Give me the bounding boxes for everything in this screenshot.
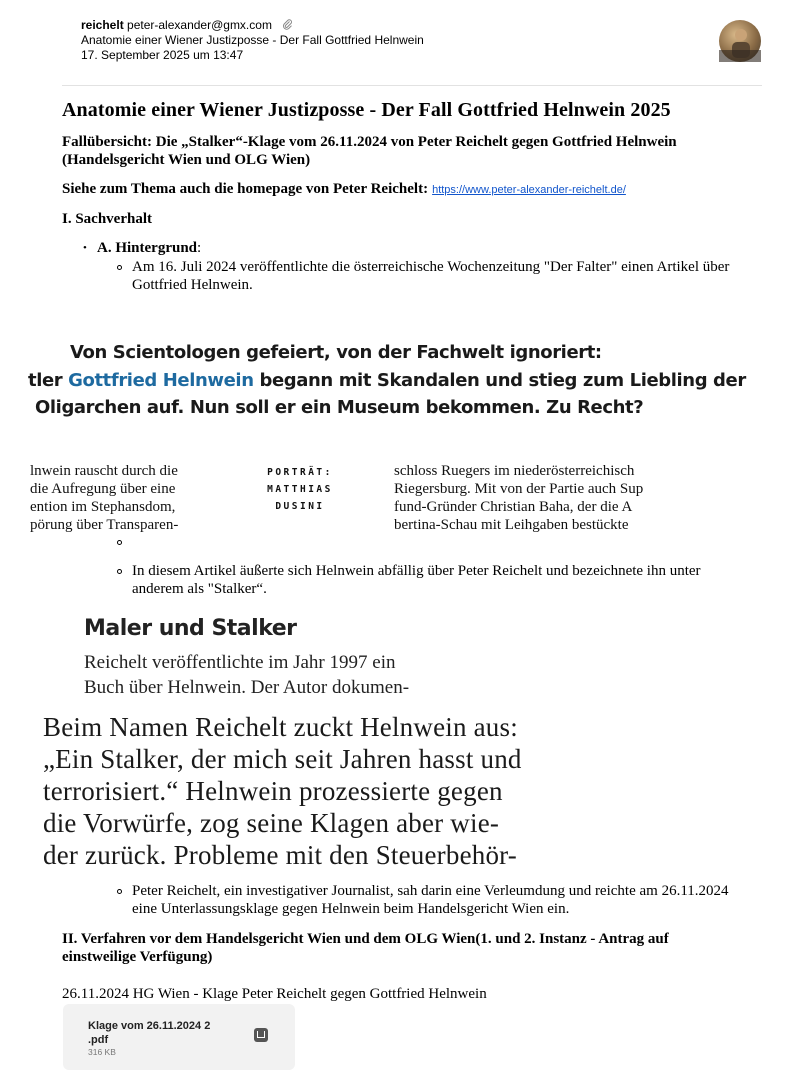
clipping-headline-3: Oligarchen auf. Nun soll er ein Museum bekommen. Zu Recht? xyxy=(35,397,644,418)
header-divider xyxy=(62,85,762,86)
item-1-line-1: Am 16. Juli 2024 veröffentlichte die österreichische Wochenzeitung "Der Falter" einen Artikel über xyxy=(132,259,730,275)
list-circle-icon xyxy=(117,889,122,894)
attachment-name-line-2: .pdf xyxy=(88,1034,109,1046)
clipping-2-line: Buch über Helnwein. Der Autor dokumen- xyxy=(84,677,410,698)
credit-line: DUSINI xyxy=(275,501,325,512)
mail-header xyxy=(0,18,803,86)
clipping-headline-name: Gottfried Helnwein xyxy=(68,370,254,391)
paperclip-icon xyxy=(283,19,292,30)
left-col-line: pörung über Transparen- xyxy=(30,517,179,533)
date-value: 17. September 2025 um 13:47 xyxy=(81,48,244,62)
list-circle-icon xyxy=(117,265,122,270)
sub-heading-a-colon: : xyxy=(197,240,202,256)
sub-heading-a-bold: A. Hintergrund xyxy=(97,240,198,256)
right-col-line: Riegersburg. Mit von der Partie auch Sup xyxy=(394,481,644,497)
homepage-line xyxy=(62,180,626,198)
section-1-heading: I. Sachverhalt xyxy=(62,211,152,227)
list-circle-icon xyxy=(117,540,122,545)
homepage-link[interactable]: https://www.peter-alexander-reichelt.de/ xyxy=(432,184,626,196)
clipping-headline-2-pre: tler xyxy=(28,370,69,391)
clipping-3-line: Beim Namen Reichelt zuckt Helnwein aus: xyxy=(43,712,518,742)
clipping-headline-2-post: begann mit Skandalen und stieg zum Liebling der xyxy=(253,370,746,391)
overview-line-1: Fallübersicht: Die „Stalker“-Klage vom 26.11.2024 von Peter Reichelt gegen Gottfried Helnwein xyxy=(62,134,677,150)
clipping-headline-2 xyxy=(28,370,746,391)
avatar-photo xyxy=(719,20,761,62)
left-col-line: lnwein rauscht durch die xyxy=(30,463,178,479)
clipping-2-line: Reichelt veröffentlichte im Jahr 1997 ein xyxy=(84,652,396,673)
list-circle-icon xyxy=(117,569,122,574)
clipping-2-heading: Maler und Stalker xyxy=(84,616,297,641)
item-3-line-1: Peter Reichelt, ein investigativer Journalist, sah darin eine Verleumdung und reichte am 26.11.2024 xyxy=(132,883,729,899)
left-col-line: ention im Stephansdom, xyxy=(30,499,176,515)
download-icon[interactable] xyxy=(254,1028,268,1042)
section-2-heading-line-2: einstweilige Verfügung) xyxy=(62,949,213,965)
clipping-right-col xyxy=(394,462,643,534)
filing-line: 26.11.2024 HG Wien - Klage Peter Reichelt gegen Gottfried Helnwein xyxy=(62,986,487,1002)
newspaper-clipping-headline xyxy=(28,330,746,533)
bullet-icon: • xyxy=(83,242,87,254)
clipping-3-line: „Ein Stalker, der mich seit Jahren hasst und xyxy=(43,744,522,774)
right-col-line: schloss Ruegers im niederösterreichisch xyxy=(394,463,635,479)
clipping-3-line: die Vorwürfe, zog seine Klagen aber wie- xyxy=(43,808,500,838)
page-title: Anatomie einer Wiener Justizposse - Der Fall Gottfried Helnwein 2025 xyxy=(62,99,671,121)
attachment-name xyxy=(88,1019,210,1047)
section-2-heading-line-1: II. Verfahren vor dem Handelsgericht Wien und dem OLG Wien(1. und 2. Instanz - Antrag auf xyxy=(62,931,669,947)
clipping-3-line: der zurück. Probleme mit den Steuerbehör- xyxy=(43,840,518,870)
from-name[interactable]: reichelt xyxy=(81,18,124,32)
credit-line: MATTHIAS xyxy=(267,484,333,495)
clipping-3-line: terrorisiert.“ Helnwein prozessierte gegen xyxy=(43,776,503,806)
item-3-line-2: eine Unterlassungsklage gegen Helnwein beim Handelsgericht Wien ein. xyxy=(132,901,570,917)
newspaper-clipping-quote xyxy=(40,708,560,876)
newspaper-clipping-stalker xyxy=(82,614,482,706)
sender-avatar[interactable] xyxy=(719,20,761,62)
sub-heading-a xyxy=(97,239,201,257)
from-value[interactable] xyxy=(81,18,292,33)
clipping-credit xyxy=(250,464,350,515)
item-1-line-2: Gottfried Helnwein. xyxy=(132,277,253,293)
subject-value: Anatomie einer Wiener Justizposse - Der Fall Gottfried Helnwein xyxy=(81,33,424,47)
credit-line: PORTRÄT: xyxy=(267,467,333,478)
attachment-name-line-1: Klage vom 26.11.2024 2 xyxy=(88,1020,211,1032)
homepage-text: Siehe zum Thema auch die homepage von Peter Reichelt: xyxy=(62,181,429,197)
clipping-headline-1: Von Scientologen gefeiert, von der Fachwelt ignoriert: xyxy=(70,342,602,363)
from-email[interactable]: peter-alexander@gmx.com xyxy=(127,18,272,32)
item-2-line-2: anderem als "Stalker“. xyxy=(132,581,267,597)
clipping-left-col xyxy=(30,462,178,534)
item-2-line-1: In diesem Artikel äußerte sich Helnwein abfällig über Peter Reichelt und bezeichnete ihn unter xyxy=(132,563,701,579)
right-col-line: bertina-Schau mit Leihgaben bestückte xyxy=(394,517,629,533)
pdf-attachment[interactable] xyxy=(63,1004,295,1070)
overview-line-2: (Handelsgericht Wien und OLG Wien) xyxy=(62,152,311,168)
left-col-line: die Aufregung über eine xyxy=(30,481,176,497)
right-col-line: fund-Gründer Christian Baha, der die A xyxy=(394,499,633,515)
attachment-size: 316 KB xyxy=(88,1047,116,1057)
